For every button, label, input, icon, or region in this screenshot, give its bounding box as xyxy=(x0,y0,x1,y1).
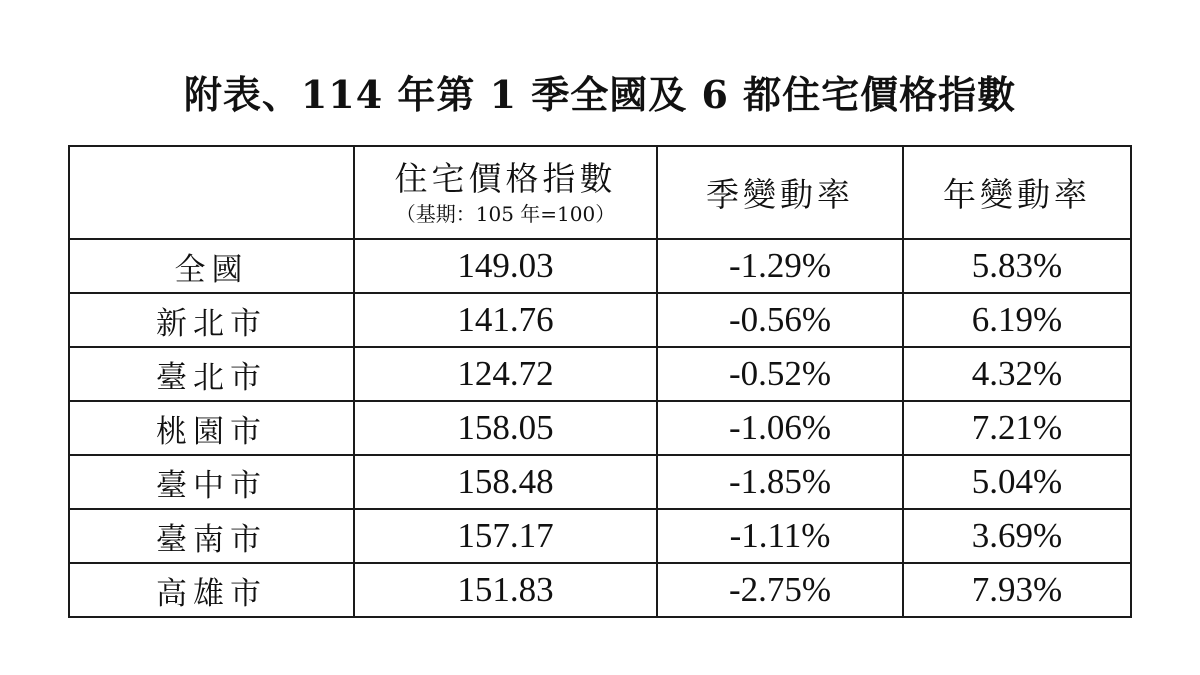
table-row xyxy=(69,401,1131,455)
row-annual-change: 6.19% xyxy=(903,293,1131,347)
header-region xyxy=(69,146,354,239)
row-index-value: 158.48 xyxy=(354,455,657,509)
row-annual-change: 7.93% xyxy=(903,563,1131,617)
header-index xyxy=(354,146,657,239)
row-annual-change: 5.83% xyxy=(903,239,1131,293)
row-index-value: 141.76 xyxy=(354,293,657,347)
table-row xyxy=(69,455,1131,509)
row-index-value: 151.83 xyxy=(354,563,657,617)
row-index-value: 124.72 xyxy=(354,347,657,401)
row-region: 臺北市 xyxy=(69,347,354,401)
row-annual-change: 5.04% xyxy=(903,455,1131,509)
table-row xyxy=(69,347,1131,401)
row-quarterly-change: -2.75% xyxy=(657,563,903,617)
row-quarterly-change: -1.06% xyxy=(657,401,903,455)
table-row xyxy=(69,239,1131,293)
housing-price-index-table xyxy=(68,145,1132,618)
row-index-value: 158.05 xyxy=(354,401,657,455)
row-index-value: 149.03 xyxy=(354,239,657,293)
row-quarterly-change: -1.85% xyxy=(657,455,903,509)
row-region: 高雄市 xyxy=(69,563,354,617)
row-annual-change: 3.69% xyxy=(903,509,1131,563)
row-quarterly-change: -0.52% xyxy=(657,347,903,401)
table-row xyxy=(69,563,1131,617)
table-row xyxy=(69,293,1131,347)
row-region: 全國 xyxy=(69,239,354,293)
row-annual-change: 4.32% xyxy=(903,347,1131,401)
row-region: 桃園市 xyxy=(69,401,354,455)
row-annual-change: 7.21% xyxy=(903,401,1131,455)
header-index-base-note: （基期：105 年=100） xyxy=(395,201,616,226)
row-index-value: 157.17 xyxy=(354,509,657,563)
page-title: 附表、114 年第 1 季全國及 6 都住宅價格指數 xyxy=(183,72,1017,117)
row-quarterly-change: -1.11% xyxy=(657,509,903,563)
table-header-row xyxy=(69,146,1131,239)
row-region: 臺南市 xyxy=(69,509,354,563)
header-quarterly-change: 季變動率 xyxy=(657,146,903,239)
row-region: 新北市 xyxy=(69,293,354,347)
row-quarterly-change: -0.56% xyxy=(657,293,903,347)
row-region: 臺中市 xyxy=(69,455,354,509)
header-index-label: 住宅價格指數 xyxy=(394,158,617,198)
table-row xyxy=(69,509,1131,563)
row-quarterly-change: -1.29% xyxy=(657,239,903,293)
header-annual-change: 年變動率 xyxy=(903,146,1131,239)
